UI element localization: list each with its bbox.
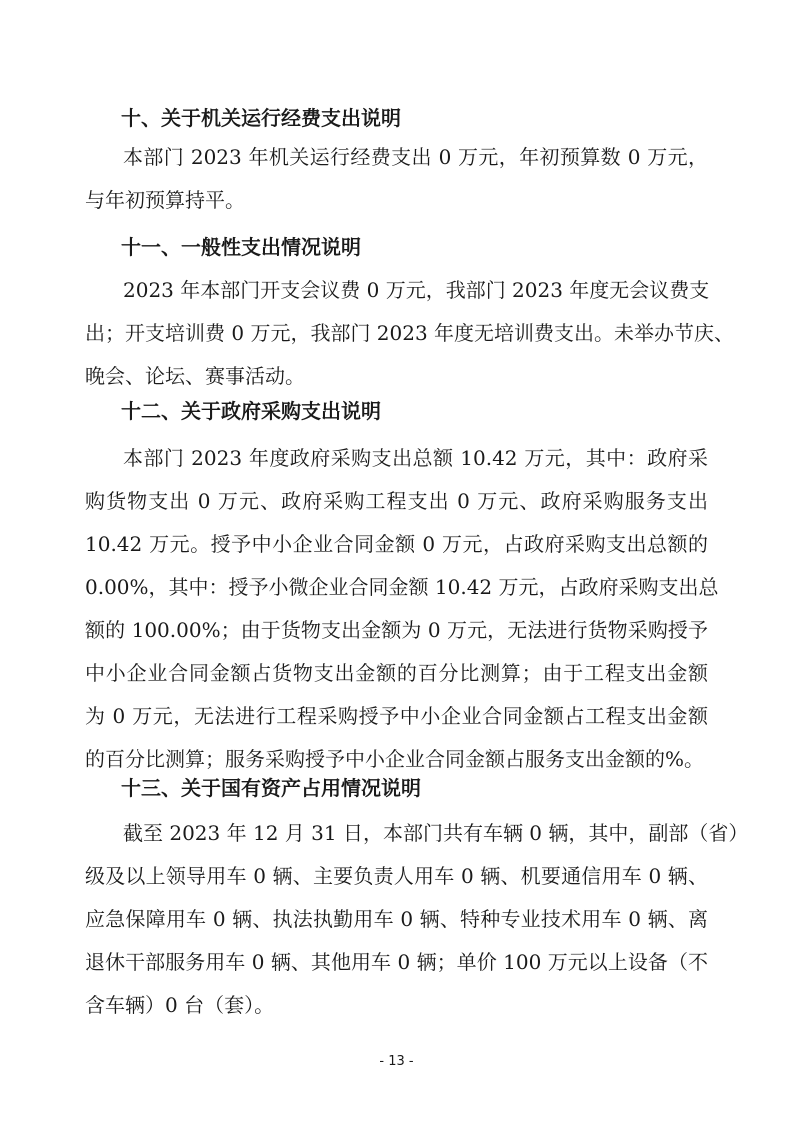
- section-paragraph-12: [85, 437, 719, 781]
- paragraph-line: 为 0 万元，无法进行工程采购授予中小企业合同金额占工程支出金额: [85, 704, 708, 728]
- page-number: - 13 -: [379, 1054, 414, 1069]
- paragraph-line: 本部门 2023 年度政府采购支出总额 10.42 万元，其中：政府采: [123, 446, 708, 470]
- paragraph-line: 10.42 万元。授予中小企业合同金额 0 万元，占政府采购支出总额的: [85, 532, 708, 556]
- paragraph-line: 购货物支出 0 万元、政府采购工程支出 0 万元、政府采购服务支出: [85, 489, 708, 513]
- paragraph-line: 本部门 2023 年机关运行经费支出 0 万元，年初预算数 0 万元，: [123, 145, 708, 169]
- section-heading-10: 十、关于机关运行经费支出说明: [121, 106, 401, 130]
- paragraph-line: 晚会、论坛、赛事活动。: [85, 364, 305, 388]
- section-heading-11: 十一、一般性支出情况说明: [121, 235, 361, 259]
- paragraph-line: 额的 100.00%；由于货物支出金额为 0 万元，无法进行货物采购授予: [85, 618, 708, 642]
- section-heading-13: 十三、关于国有资产占用情况说明: [121, 776, 421, 800]
- section-heading-12: 十二、关于政府采购支出说明: [121, 399, 381, 423]
- paragraph-line: 2023 年本部门开支会议费 0 万元，我部门 2023 年度无会议费支: [123, 278, 710, 302]
- section-paragraph-11: [85, 269, 735, 398]
- section-paragraph-13: [85, 812, 749, 1027]
- paragraph-line: 出；开支培训费 0 万元，我部门 2023 年度无培训费支出。未举办节庆、: [85, 321, 735, 345]
- paragraph-line: 应急保障用车 0 辆、执法执勤用车 0 辆、特种专业技术用车 0 辆、离: [85, 907, 708, 931]
- paragraph-line: 级及以上领导用车 0 辆、主要负责人用车 0 辆、机要通信用车 0 辆、: [85, 864, 708, 888]
- paragraph-line: 含车辆）0 台（套）。: [85, 993, 275, 1017]
- section-paragraph-10: [85, 136, 708, 222]
- paragraph-line: 退休干部服务用车 0 辆、其他用车 0 辆；单价 100 万元以上设备（不: [85, 950, 708, 974]
- paragraph-line: 与年初预算持平。: [85, 188, 245, 212]
- paragraph-line: 中小企业合同金额占货物支出金额的百分比测算；由于工程支出金额: [85, 661, 708, 685]
- paragraph-line: 截至 2023 年 12 月 31 日，本部门共有车辆 0 辆，其中，副部（省）: [123, 821, 749, 845]
- paragraph-line: 的百分比测算；服务采购授予中小企业合同金额占服务支出金额的%。: [85, 747, 705, 771]
- paragraph-line: 0.00%，其中：授予小微企业合同金额 10.42 万元，占政府采购支出总: [85, 575, 719, 599]
